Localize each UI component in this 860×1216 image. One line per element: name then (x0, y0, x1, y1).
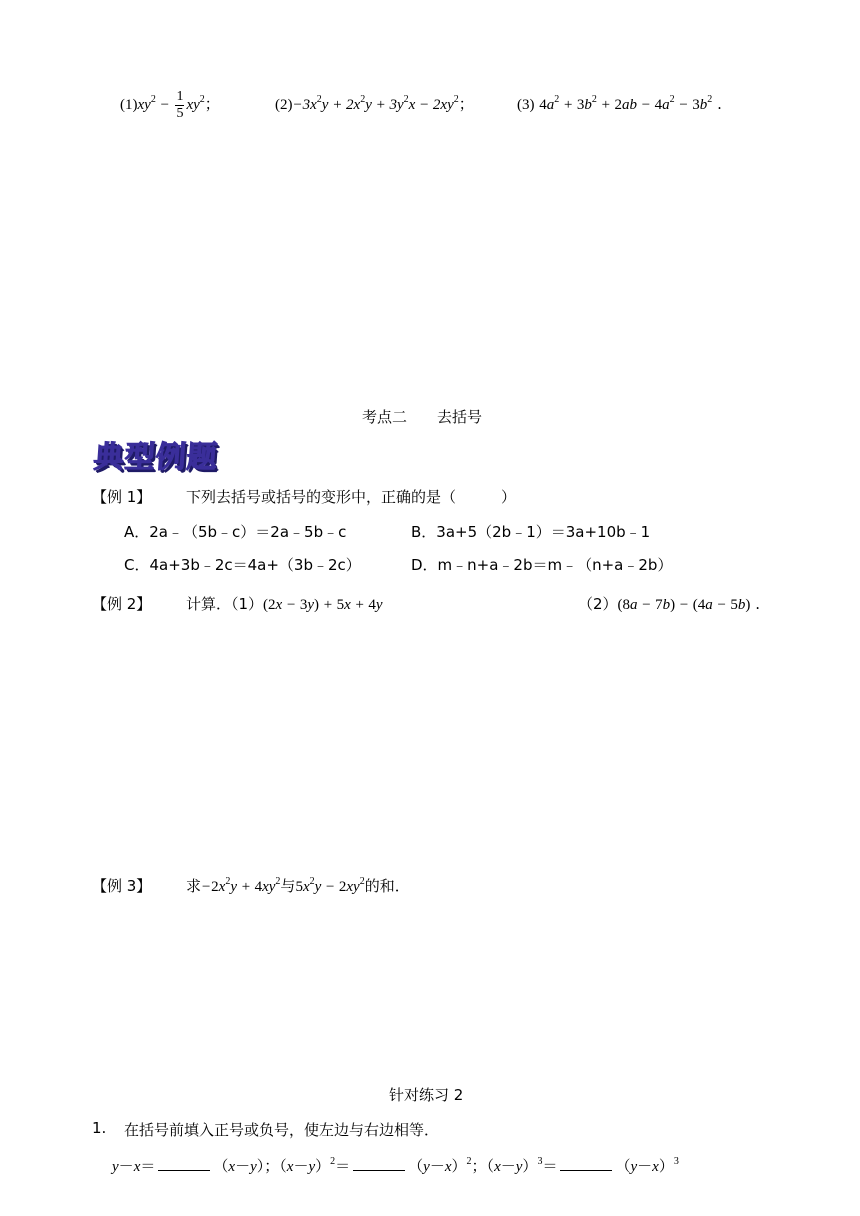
typical-examples-banner: 典型例题 (92, 440, 219, 475)
example-2-label: 【例 2】 (92, 595, 152, 613)
example-2-expression-1: (2x − 3y) + 5x + 4y (263, 597, 383, 613)
problem-3-expression: $4a^2 + 3b^2 + 2ab - 4a^2 - 3b^2$ (539, 94, 713, 113)
example-2-part-1 (186, 593, 383, 614)
option-d: D．m﹣n+a﹣2b＝m﹣（n+a﹣2b） (411, 556, 673, 574)
example-3-joiner: 与 (280, 877, 296, 895)
problem-2-expression: $-3x^2y + 2x^2y + 3y^2x - 2xy^2$ (292, 94, 459, 113)
option-c: C．4a+3b﹣2c＝4a+（3b﹣2c） (124, 556, 361, 574)
example-3-tail: 的和． (364, 877, 410, 895)
practice-title: 针对练习 2 (389, 1086, 464, 1104)
option-b: B．3a+5（2b﹣1）＝3a+10b﹣1 (411, 523, 651, 541)
section-title: 考点二 去括号 (362, 408, 483, 426)
problem-1-number: (1) (120, 97, 138, 113)
practice-q1-number: 1. (92, 1119, 107, 1137)
problem-2-separator: ； (458, 95, 474, 113)
example-3-content (186, 875, 410, 896)
problem-1-expression: $xy^2$ − $\frac{1}{5}$ $xy^2$ (137, 89, 205, 122)
example-1-label: 【例 1】 (92, 488, 152, 506)
problem-1-separator: ； (204, 95, 220, 113)
example-3-label: 【例 3】 (92, 877, 152, 895)
practice-q1-equations (112, 1155, 679, 1176)
example-2-part-2 (578, 593, 760, 614)
example-2-part-2-number: （2） (578, 595, 618, 613)
answer-blank-3[interactable] (560, 1156, 612, 1171)
problem-2 (275, 88, 474, 120)
example-2-end: . (755, 595, 760, 613)
problem-2-number: (2) (275, 97, 293, 113)
practice-q1-text: 在括号前填入正号或负号，使左边与右边相等． (124, 1121, 440, 1139)
answer-blank-2[interactable] (353, 1156, 405, 1171)
equation-1: y－x＝ （x－y）；$(x-y)^2= (y-x)^2$；$(x-y)^3= (y-x)^3$ (112, 1156, 679, 1175)
example-3-expression-2: $5x^2y - 2xy^2$ (295, 876, 365, 895)
problem-3-end: . (717, 95, 722, 113)
example-1-question: 下列去括号或括号的变形中，正确的是（ ） (186, 488, 517, 506)
example-2-lead: 计算．（1） (186, 595, 264, 613)
option-a: A．2a﹣（5b﹣c）＝2a﹣5b﹣c (124, 523, 347, 541)
example-2-expression-2: (8a − 7b) − (4a − 5b) (617, 597, 751, 613)
problem-3 (517, 88, 722, 120)
top-problems-line (120, 88, 220, 120)
problem-3-number: (3) (517, 97, 535, 113)
example-3-lead: 求 (186, 877, 202, 895)
example-3-expression-1: $-2x^2y + 4xy^2$ (201, 876, 281, 895)
answer-blank-1[interactable] (158, 1156, 210, 1171)
